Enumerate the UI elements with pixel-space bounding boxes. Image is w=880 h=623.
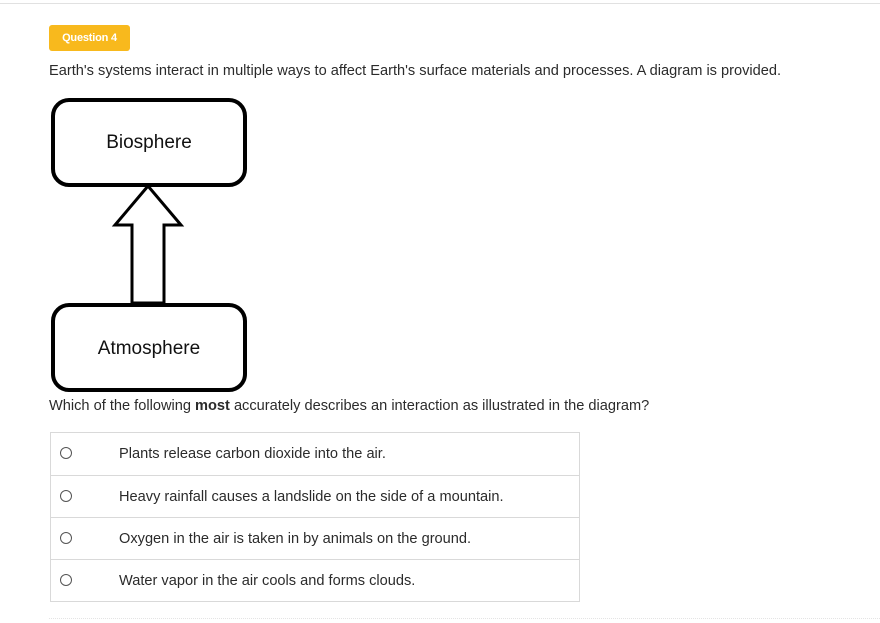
question-stem-emphasis: most	[195, 398, 230, 414]
question-stem	[49, 396, 649, 416]
question-stem-start: Which of the following	[49, 398, 196, 414]
radio-button[interactable]	[60, 447, 72, 459]
answer-option[interactable]	[51, 517, 579, 559]
radio-button[interactable]	[60, 490, 72, 502]
answer-option-label[interactable]: Oxygen in the air is taken in by animals on the ground.	[119, 531, 472, 547]
systems-diagram	[48, 96, 252, 396]
top-divider	[0, 3, 880, 4]
bottom-divider	[49, 618, 880, 619]
question-number-badge: Question 4	[49, 25, 130, 51]
answer-option-label[interactable]: Water vapor in the air cools and forms clouds.	[119, 573, 416, 589]
answer-option[interactable]	[51, 475, 579, 517]
radio-button[interactable]	[60, 574, 72, 586]
biosphere-label: Biosphere	[106, 132, 192, 153]
answer-option[interactable]	[51, 559, 579, 601]
answer-options	[50, 432, 580, 602]
answer-option-label[interactable]: Heavy rainfall causes a landslide on the side of a mountain.	[119, 489, 504, 505]
answer-option[interactable]	[51, 433, 579, 475]
answer-option-label[interactable]: Plants release carbon dioxide into the air.	[119, 446, 386, 462]
question-prompt: Earth's systems interact in multiple ways to affect Earth's surface materials and processes. A diagram is provided.	[49, 63, 782, 79]
question-stem-end: accurately describes an interaction as illustrated in the diagram?	[229, 398, 650, 414]
atmosphere-label: Atmosphere	[97, 338, 201, 359]
up-arrow	[115, 186, 181, 303]
radio-button[interactable]	[60, 532, 72, 544]
